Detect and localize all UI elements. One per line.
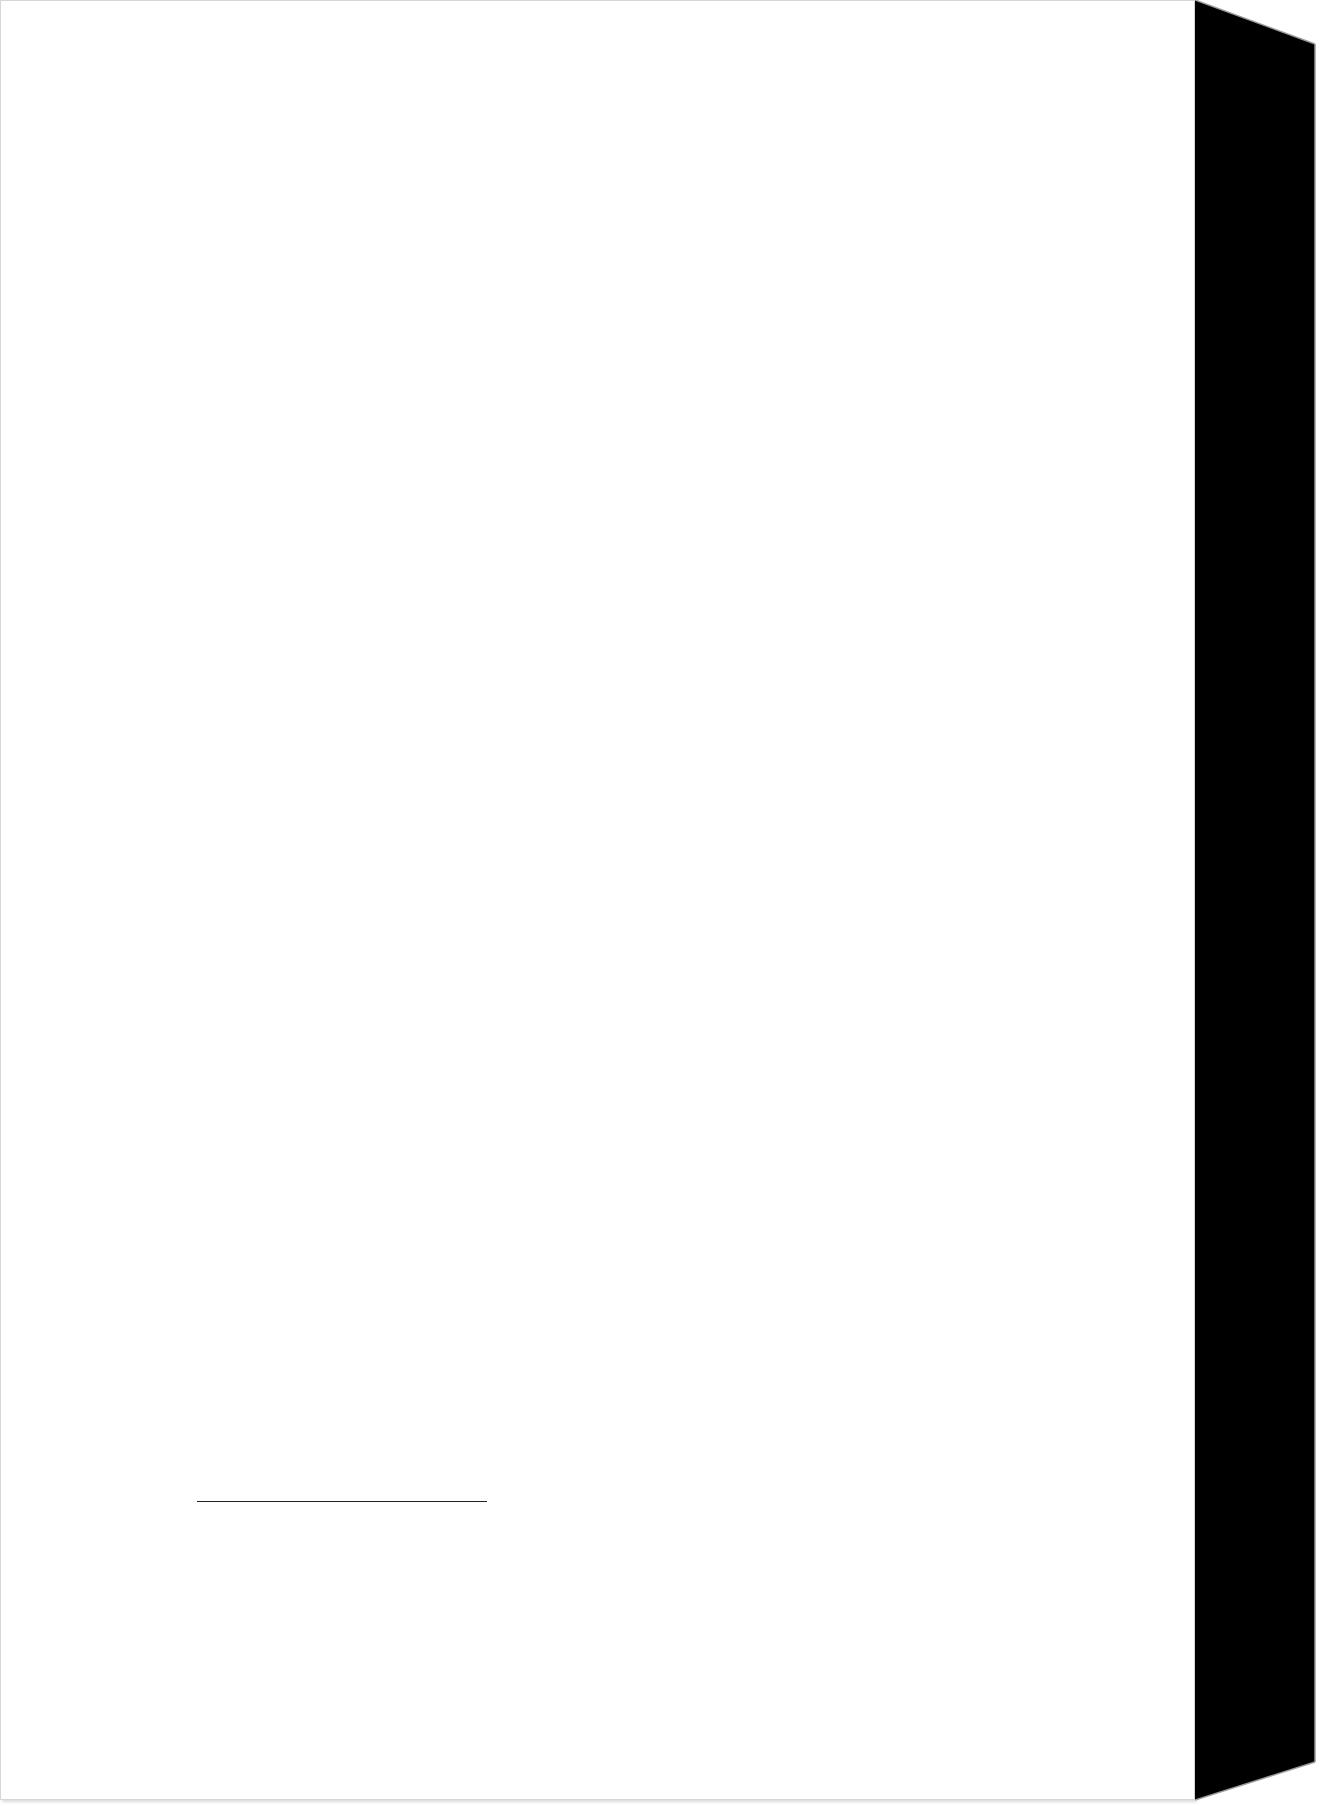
text-line [197,917,1027,958]
body-text [197,237,1027,1444]
text-line [197,1039,1027,1080]
text-line [197,877,1027,918]
text-line [197,1322,1027,1363]
text-line [197,715,1027,756]
spine-side-face [1195,0,1315,1800]
text-line [197,1403,1027,1444]
text-line [197,512,1027,553]
text-line [197,553,1027,594]
text-line [197,1282,1027,1323]
text-line [197,1201,1027,1242]
text-line [197,1363,1027,1404]
paragraph-continued [197,237,1027,318]
text-line [197,350,1027,391]
text-line [197,674,1027,715]
text-line [197,1120,1027,1161]
paragraph-main [197,350,1027,1444]
text-line [197,237,1027,278]
text-line [197,634,1027,675]
text-line [197,391,1027,432]
text-line [197,836,1027,877]
running-footer [601,1593,1027,1617]
text-line [197,958,1027,999]
text-line [197,278,1027,319]
text-line [197,593,1027,634]
text-line [197,1160,1027,1201]
footnote-rule [197,1501,487,1502]
text-line [197,472,1027,513]
text-line [197,998,1027,1039]
paragraph-gap [197,318,1027,350]
book-spine [1195,0,1321,1806]
text-line [197,1079,1027,1120]
text-line [197,755,1027,796]
text-line [197,796,1027,837]
text-line [197,431,1027,472]
text-line [197,1241,1027,1282]
